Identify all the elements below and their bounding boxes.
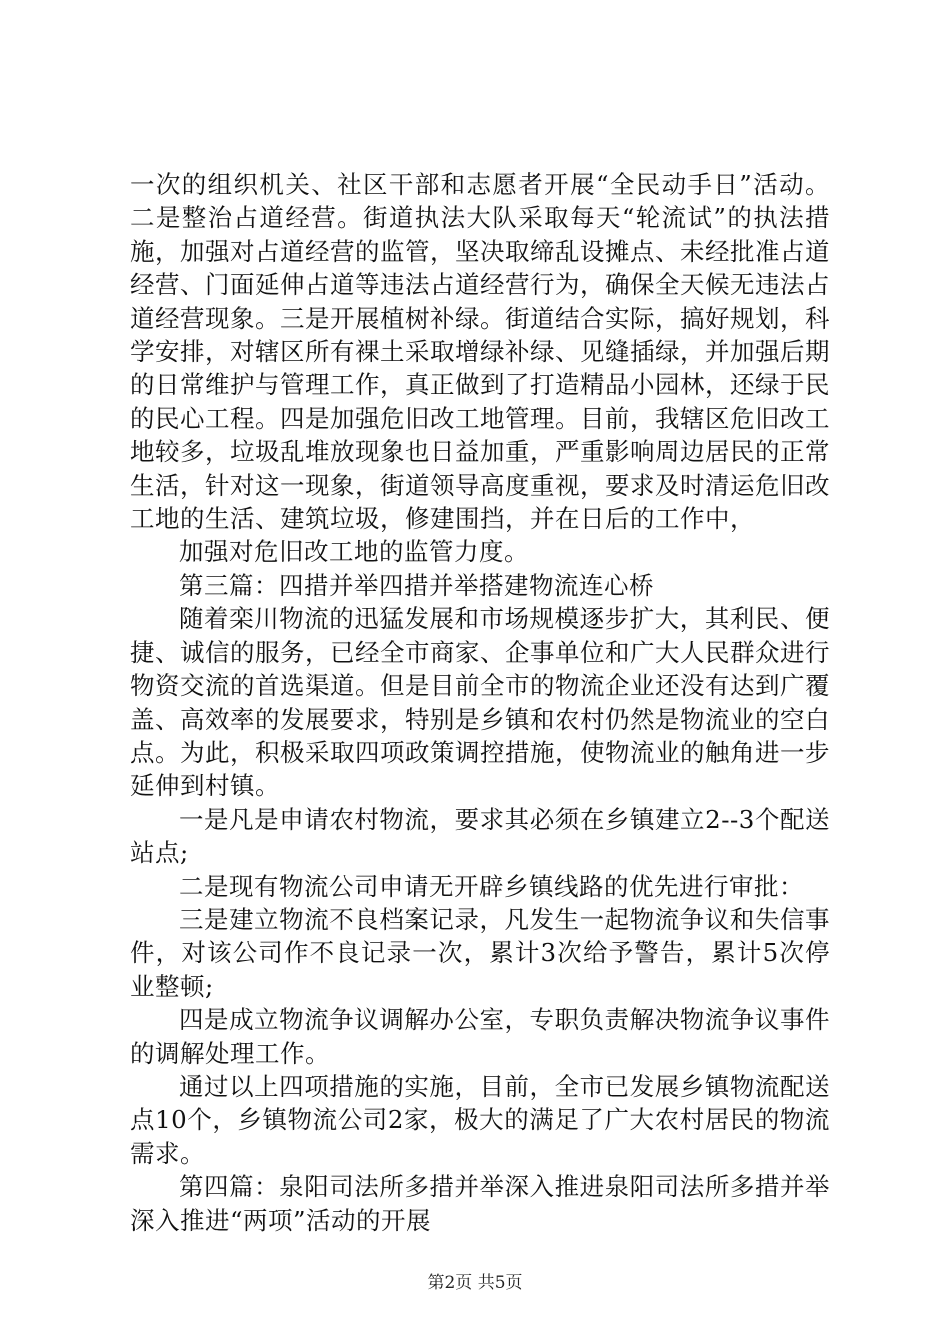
section-heading-third: 第三篇：四措并举四措并举搭建物流连心桥 — [179, 570, 654, 600]
paragraph-continuation: 一次的组织机关、社区干部和志愿者开展“全民动手日”活动。二是整治占道经营。街道执法大队采取每天“轮流试”的执法措施，加强对占道经营的监管，坚决取缔乱设摊点、未经批准占道经营、门面延伸占道等违法占道经营行为，确保全天候无违法占道经营现象。三是开展植树补绿。街道结合实际，搞好规划，科学安排，对辖区所有裸土采取增绿补绿、见缝插绿，并加强后期的日常维护与管理工作，真正做到了打造精品小园林，还绿于民的民心工程。四是加强危旧改工地管理。目前，我辖区危旧改工地较多，垃圾乱堆放现象也日益加重，严重影响周边居民的正常生活，针对这一现象，街道领导高度重视，要求及时清运危旧改工地的生活、建筑垃圾，修建围挡，并在日后的工作中， — [130, 170, 830, 534]
document-body — [130, 168, 830, 1237]
paragraph-measure-three: 三是建立物流不良档案记录，凡发生一起物流争议和失信事件，对该公司作不良记录一次，累计3次给予警告，累计5次停业整顿; — [130, 904, 830, 1001]
paragraph-logistics-intro: 随着栾川物流的迅猛发展和市场规模逐步扩大，其利民、便捷、诚信的服务，已经全市商家、企事单位和广大人民群众进行物资交流的首选渠道。但是目前全市的物流企业还没有达到广覆盖、高效率的发展要求，特别是乡镇和农村仍然是物流业的空白点。为此，积极采取四项政策调控措施，使物流业的触角进一步延伸到村镇。 — [130, 604, 830, 801]
paragraph-strengthen-supervision: 加强对危旧改工地的监管力度。 — [179, 537, 529, 567]
paragraph-results: 通过以上四项措施的实施，目前，全市已发展乡镇物流配送点10个，乡镇物流公司2家，极大的满足了广大农村居民的物流需求。 — [130, 1071, 830, 1168]
paragraph-measure-four: 四是成立物流争议调解办公室，专职负责解决物流争议事件的调解处理工作。 — [130, 1005, 830, 1068]
section-heading-fourth: 第四篇：泉阳司法所多措并举深入推进泉阳司法所多措并举深入推进“两项”活动的开展 — [130, 1172, 830, 1235]
page-number-footer: 第2页 共5页 — [427, 1273, 523, 1293]
paragraph-measure-one: 一是凡是申请农村物流，要求其必须在乡镇建立2--3个配送站点; — [130, 804, 830, 868]
paragraph-measure-two: 二是现有物流公司申请无开辟乡镇线路的优先进行审批： — [179, 871, 804, 901]
